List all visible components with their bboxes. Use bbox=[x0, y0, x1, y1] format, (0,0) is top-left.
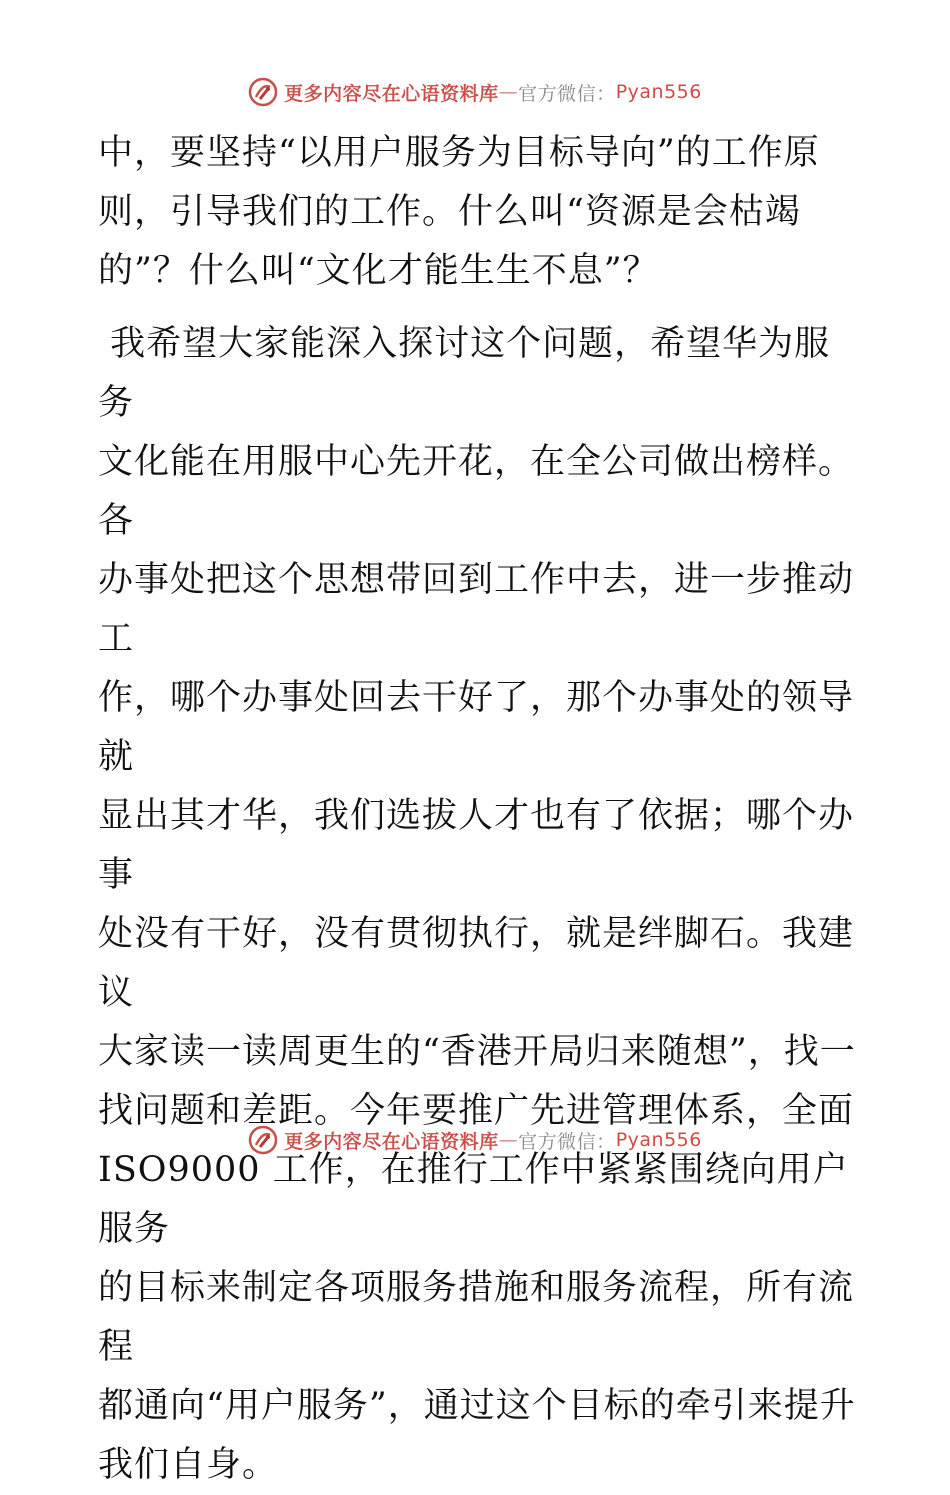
banner-wechat-id: Pyan556 bbox=[615, 1129, 702, 1151]
document-body bbox=[98, 124, 858, 1495]
banner-dash: — bbox=[498, 1129, 519, 1151]
banner-dash: — bbox=[498, 81, 519, 103]
paragraph-1: 中，要坚持“以用户服务为目标导向”的工作原 则，引导我们的工作。什么叫“资源是会枯竭 的”？什么叫“文化才能生生不息”？ bbox=[98, 133, 820, 291]
brand-logo-icon bbox=[248, 1125, 278, 1155]
paragraph-2: 我希望大家能深入探讨这个问题，希望华为服务 文化能在用服中心先开花，在全公司做出榜样。各 办事处把这个思想带回到工作中去，进一步推动工 作，哪个办事处回去干好了，那个办事处的领导就 显出其才华，我们选拔人才也有了依据；哪个办事 处没有干好，没有贯彻执行，就是绊脚石。我建议 大家读一读周更生的“香港开局归来随想”，找一 找问题和差距。今年要推广先进管理体系，全面 ISO9000 工作，在推行工作中紧紧围绕向用户服务 的目标来制定各项服务措施和服务流程，所有流程 都通向“用户服务”，通过这个目标的牵引来提升 我们自身。 bbox=[98, 324, 856, 1485]
footer-banner bbox=[0, 1120, 950, 1160]
banner-sub-text: 官方微信： bbox=[518, 82, 616, 105]
header-banner bbox=[0, 72, 950, 112]
banner-main-text: 更多内容尽在心语资料库 bbox=[284, 82, 499, 105]
banner-wechat-id: Pyan556 bbox=[615, 81, 702, 103]
brand-logo-icon bbox=[248, 77, 278, 107]
banner-sub-text: 官方微信： bbox=[518, 1130, 616, 1153]
banner-main-text: 更多内容尽在心语资料库 bbox=[284, 1130, 499, 1153]
